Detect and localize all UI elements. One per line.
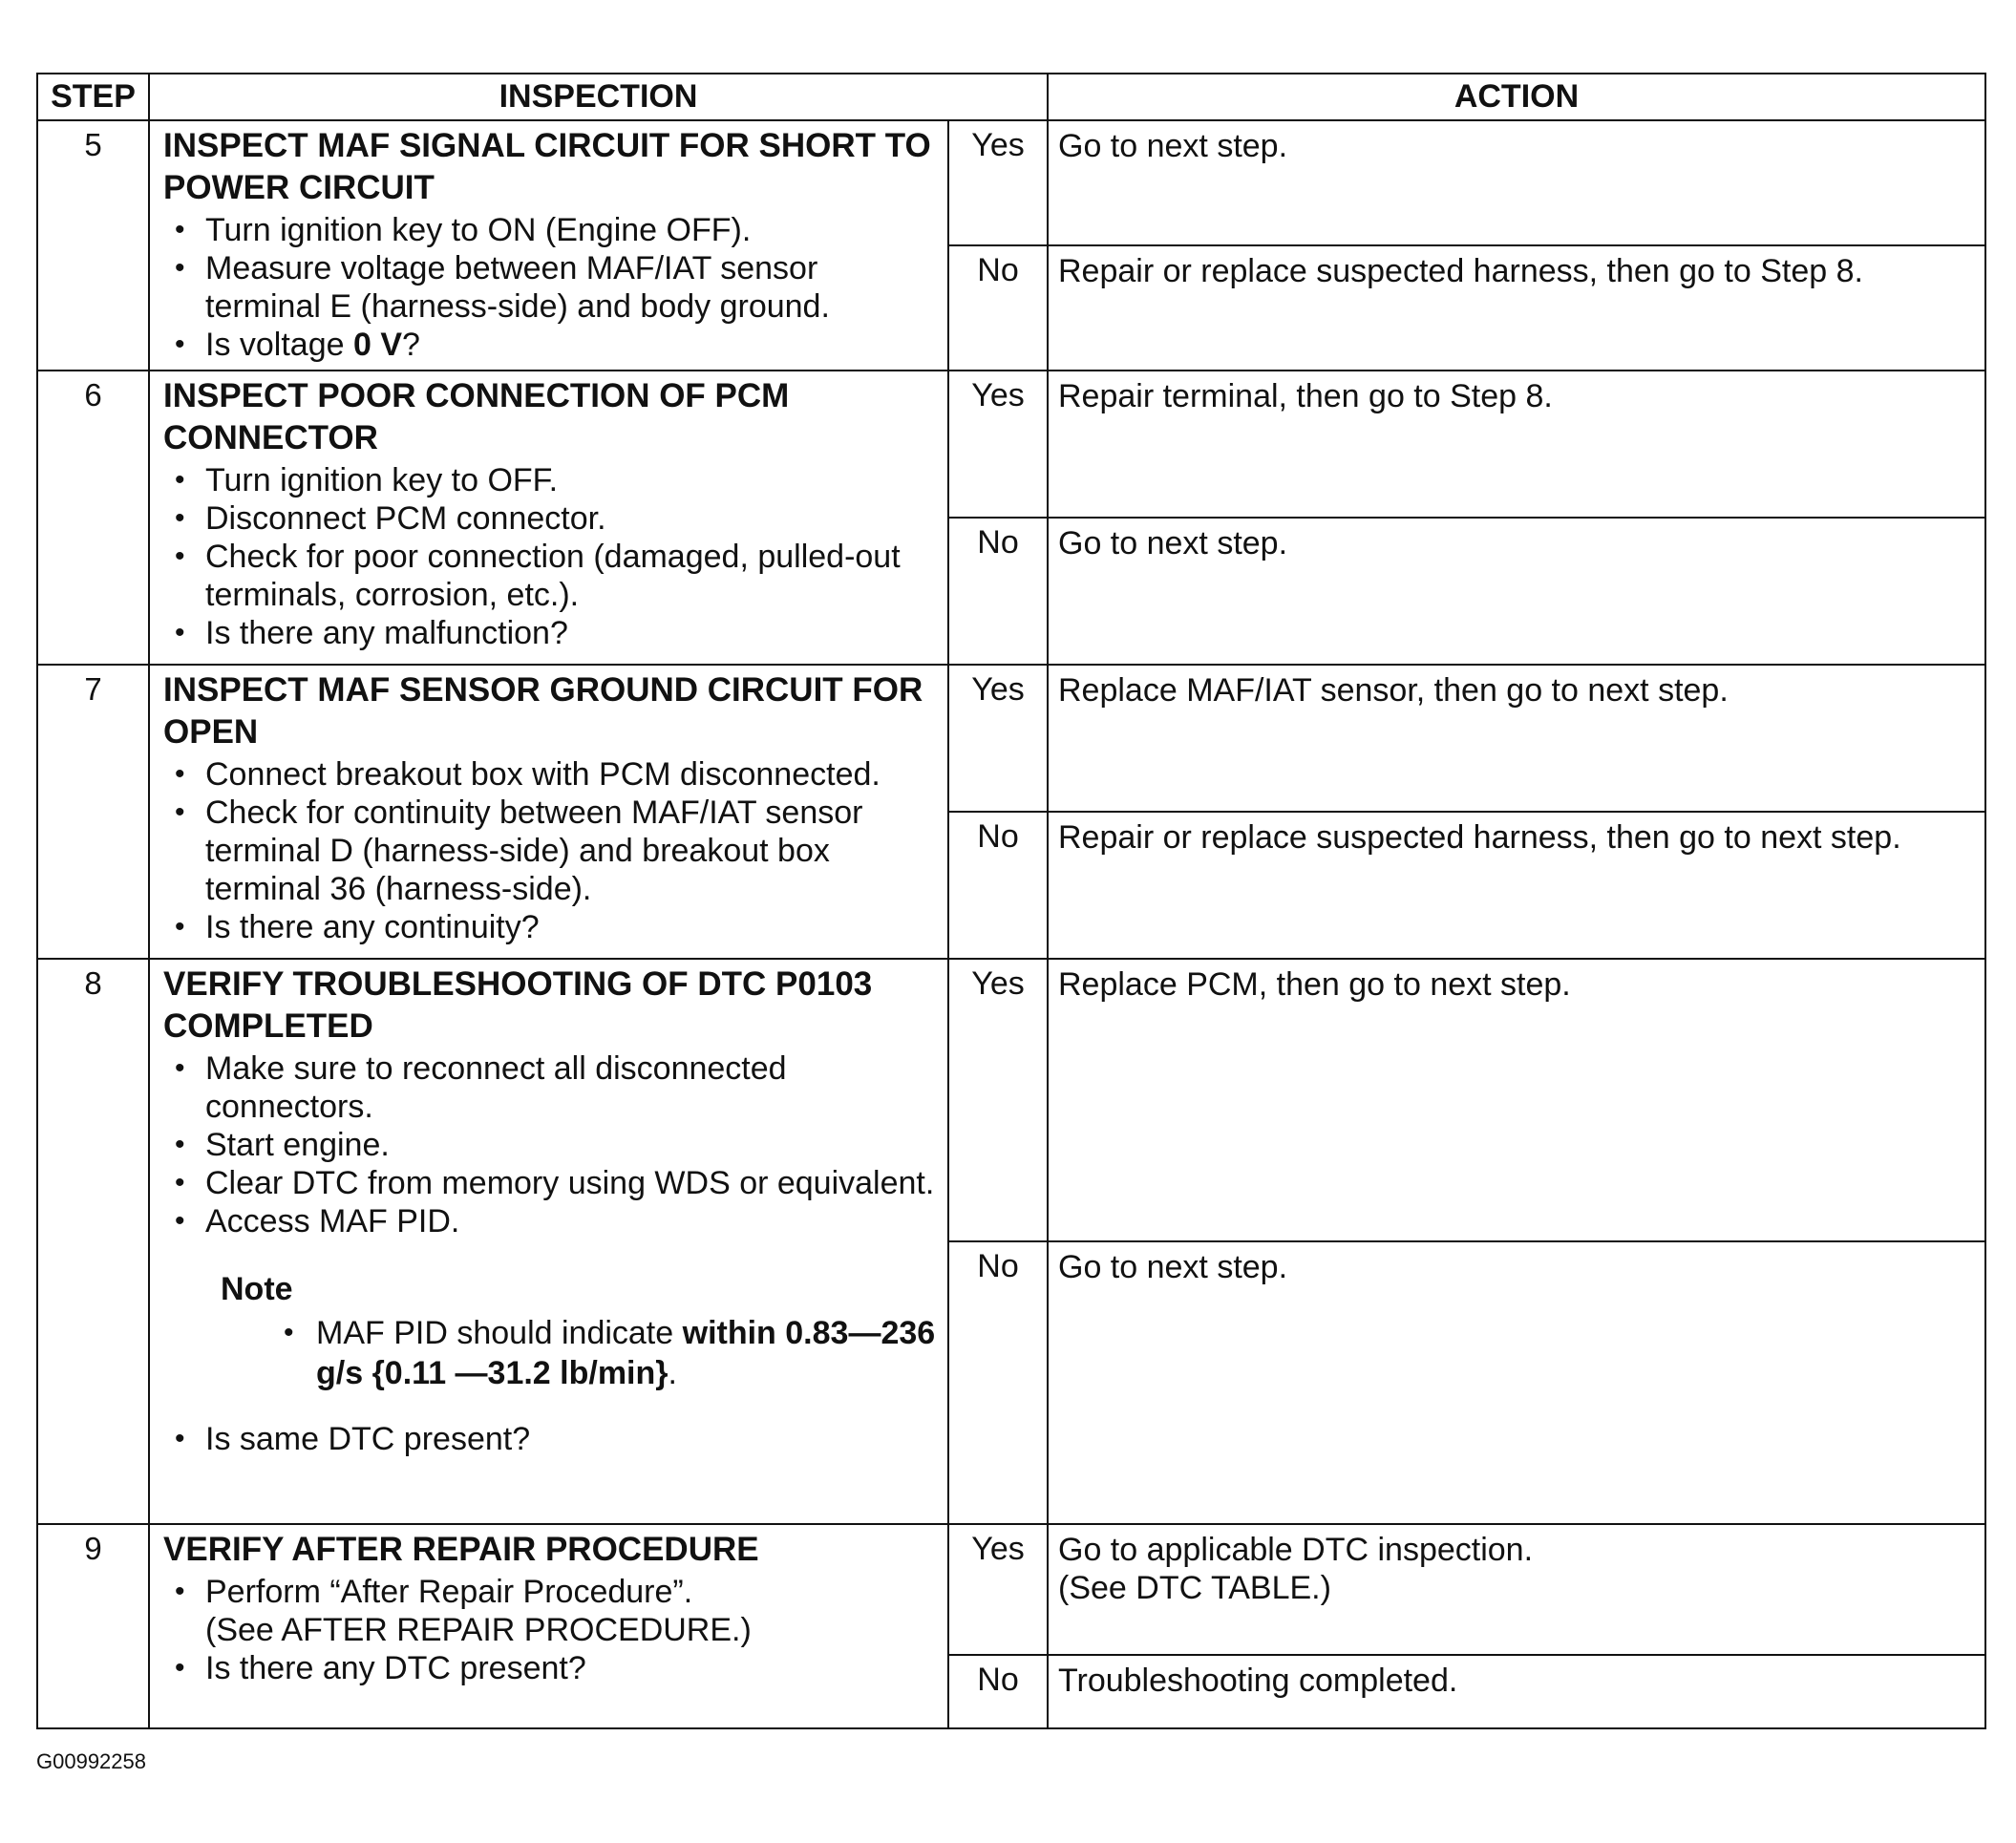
- inspection-title: VERIFY AFTER REPAIR PROCEDURE: [163, 1531, 759, 1568]
- header-step: STEP: [37, 74, 149, 120]
- list-item: • Turn ignition key to ON (Engine OFF).: [205, 211, 940, 249]
- bullet-line: • Perform “After Repair Procedure”.: [205, 1574, 693, 1610]
- action-line: Go to applicable DTC inspection.: [1058, 1532, 1534, 1568]
- yes-action: [1048, 1524, 1985, 1655]
- list-item: • Disconnect PCM connector.: [205, 499, 940, 538]
- troubleshooting-table: [36, 73, 1986, 1729]
- list-item: • Is there any continuity?: [205, 908, 940, 946]
- inspection-title: VERIFY TROUBLESHOOTING OF DTC P0103 COMPLETED: [163, 965, 873, 1045]
- note-block: [221, 1269, 940, 1393]
- list-item: • Is there any malfunction?: [205, 614, 940, 652]
- list-item: • Start engine.: [205, 1126, 940, 1164]
- inspection-cell: [149, 959, 948, 1524]
- yes-label: Yes: [948, 1524, 1048, 1655]
- inspection-title: INSPECT MAF SENSOR GROUND CIRCUIT FOR OPEN: [163, 671, 923, 751]
- note-text: MAF PID should indicate: [316, 1315, 683, 1351]
- bullet-line: (See AFTER REPAIR PROCEDURE.): [205, 1612, 752, 1648]
- step-number: 9: [37, 1524, 149, 1728]
- inspection-bullets: [163, 1049, 940, 1240]
- inspection-bullets: [163, 461, 940, 652]
- list-item: • Turn ignition key to OFF.: [205, 461, 940, 499]
- yes-label: Yes: [948, 665, 1048, 812]
- table-row: [37, 665, 1985, 812]
- list-item: • Is there any DTC present?: [205, 1649, 940, 1687]
- bullet-text: ?: [402, 327, 420, 363]
- no-label: No: [948, 1241, 1048, 1524]
- inspection-bullets: [163, 755, 940, 946]
- yes-label: Yes: [948, 959, 1048, 1241]
- no-action: Go to next step.: [1048, 518, 1985, 665]
- list-item: [205, 326, 940, 364]
- note-title: Note: [221, 1271, 293, 1307]
- list-item: • Check for poor connection (damaged, pulled-out terminals, corrosion, etc.).: [205, 538, 940, 614]
- no-action: Troubleshooting completed.: [1048, 1655, 1985, 1728]
- yes-action: Replace MAF/IAT sensor, then go to next step.: [1048, 665, 1985, 812]
- bullet-text: Is voltage: [205, 327, 353, 363]
- bullet-bold-value: 0 V: [352, 327, 403, 363]
- table-header-row: [37, 74, 1985, 120]
- yes-label: Yes: [948, 120, 1048, 245]
- list-item: [205, 1573, 940, 1649]
- no-label: No: [948, 812, 1048, 959]
- yes-action: Replace PCM, then go to next step.: [1048, 959, 1985, 1241]
- header-action: ACTION: [1048, 74, 1985, 120]
- no-label: No: [948, 518, 1048, 665]
- no-action: Go to next step.: [1048, 1241, 1985, 1524]
- no-action: Repair or replace suspected harness, then go to Step 8.: [1048, 245, 1985, 371]
- step-number: 8: [37, 959, 149, 1524]
- yes-action: Repair terminal, then go to Step 8.: [1048, 371, 1985, 518]
- list-item: • Access MAF PID.: [205, 1202, 940, 1240]
- inspection-title: INSPECT MAF SIGNAL CIRCUIT FOR SHORT TO POWER CIRCUIT: [163, 127, 931, 206]
- no-label: No: [948, 1655, 1048, 1728]
- note-bold-value: within 0.83—236 g/s {0.11 —31.2 lb/min}: [316, 1315, 936, 1391]
- inspection-bullets: [163, 211, 940, 364]
- list-item: • Make sure to reconnect all disconnected connectors.: [205, 1049, 940, 1126]
- list-item: • Is same DTC present?: [205, 1420, 940, 1458]
- action-line: (See DTC TABLE.): [1058, 1570, 1331, 1606]
- list-item: • Measure voltage between MAF/IAT sensor terminal E (harness-side) and body ground.: [205, 249, 940, 326]
- table-row: [37, 371, 1985, 518]
- no-label: No: [948, 245, 1048, 371]
- inspection-cell: [149, 371, 948, 665]
- inspection-cell: [149, 665, 948, 959]
- step-number: 7: [37, 665, 149, 959]
- note-text: .: [668, 1355, 677, 1391]
- list-item: • Connect breakout box with PCM disconnected.: [205, 755, 940, 794]
- table-row: [37, 120, 1985, 245]
- list-item: [316, 1313, 940, 1393]
- list-item: • Clear DTC from memory using WDS or equivalent.: [205, 1164, 940, 1202]
- step-number: 6: [37, 371, 149, 665]
- list-item: • Check for continuity between MAF/IAT sensor terminal D (harness-side) and breakout box terminal 36 (harness-side).: [205, 794, 940, 908]
- inspection-bullets: [163, 1573, 940, 1687]
- figure-id: G00992258: [36, 1749, 146, 1773]
- inspection-bullets: [163, 1420, 940, 1458]
- table-row: [37, 1524, 1985, 1655]
- table-row: [37, 959, 1985, 1241]
- yes-label: Yes: [948, 371, 1048, 518]
- inspection-cell: [149, 120, 948, 371]
- yes-action: Go to next step.: [1048, 120, 1985, 245]
- inspection-title: INSPECT POOR CONNECTION OF PCM CONNECTOR: [163, 377, 790, 456]
- step-number: 5: [37, 120, 149, 371]
- note-bullets: [221, 1313, 940, 1393]
- inspection-cell: [149, 1524, 948, 1728]
- header-inspection: INSPECTION: [149, 74, 1048, 120]
- no-action: Repair or replace suspected harness, then go to next step.: [1048, 812, 1985, 959]
